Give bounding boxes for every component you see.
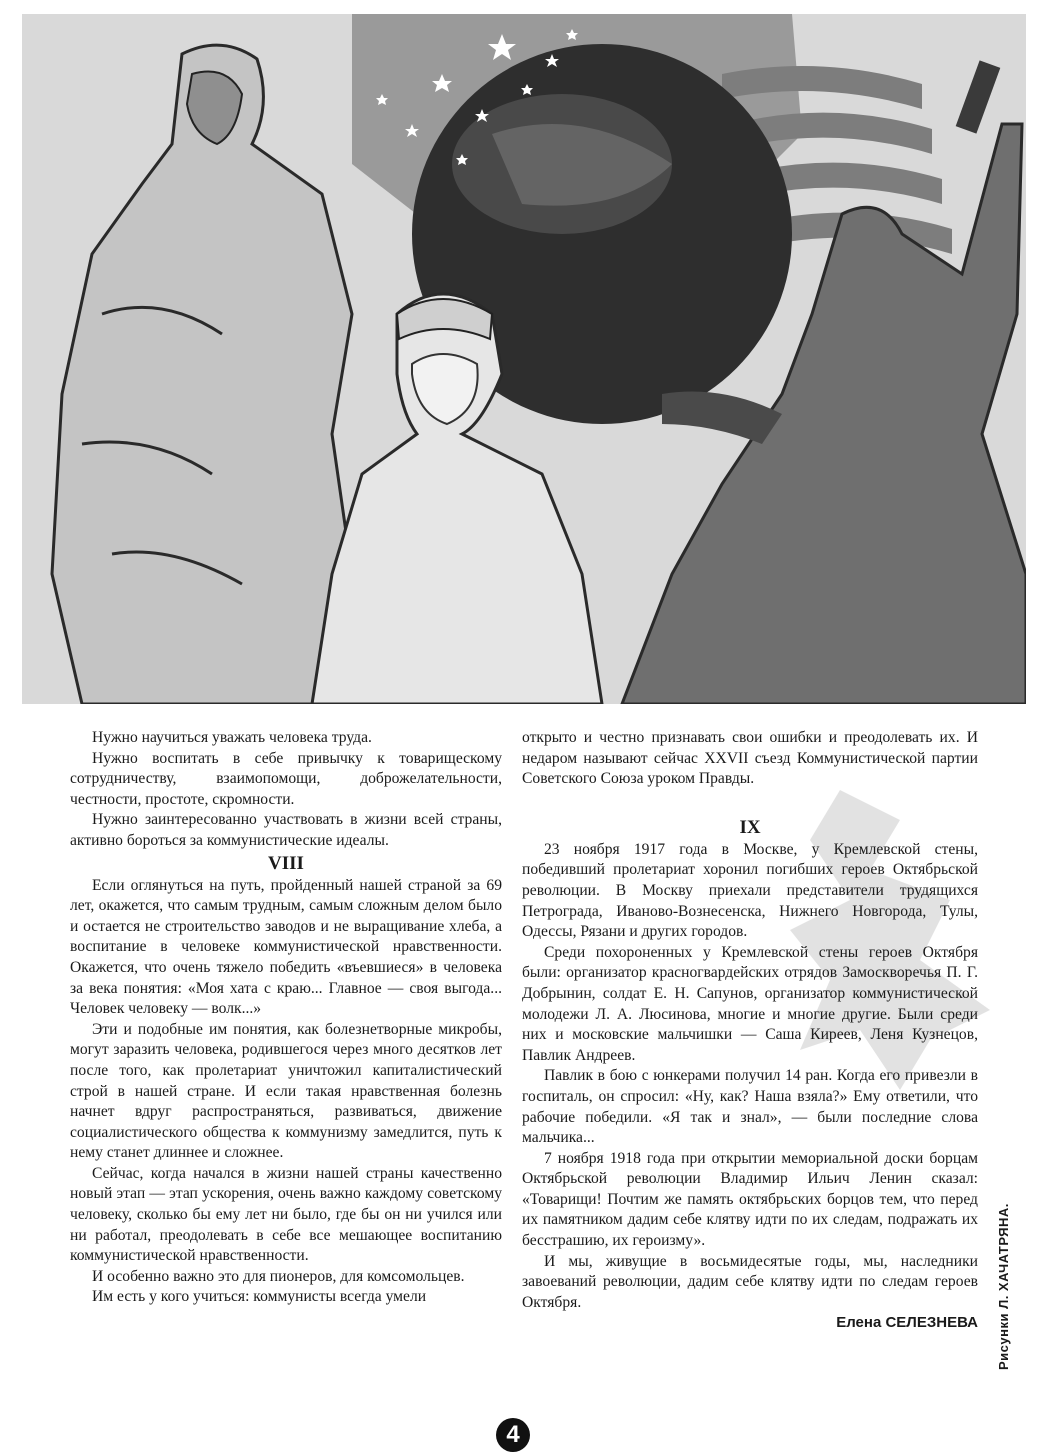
right-paragraph-4: Павлик в бою с юнкерами получил 14 ран. Когда его привезли в госпиталь, он спросил: «Ну, как? Наша взяла?» Ему ответили, что рабочие победили. «Я так и знал», — были последние слова мальчика... [522, 1067, 978, 1147]
section-heading-viii: VIII [268, 852, 304, 874]
left-column [70, 728, 502, 1308]
left-paragraph-1: Нужно научиться уважать человека труда. [92, 729, 372, 746]
page-number: 4 [496, 1418, 530, 1452]
section-heading-ix: IX [739, 816, 761, 838]
right-column [522, 728, 978, 1333]
left-paragraph-3: Нужно заинтересованно участвовать в жизни всей страны, активно бороться за коммунистические идеалы. [70, 811, 502, 849]
left-paragraph-2: Нужно воспитать в себе привычку к товарищескому сотрудничеству, взаимопомощи, доброжелательности, честности, простоте, скромности. [70, 749, 502, 808]
right-paragraph-5: 7 ноября 1918 года при открытии мемориальной доски борцам Октябрьской революции Владимир Ильич Ленин сказал: «Товарищи! Почтим же память октябрьских борцов тем, что перед их памятником дадим себе клятву идти по их следам, подражать их бесстрашию, их героизму». [522, 1149, 978, 1250]
author-signature: Елена СЕЛЕЗНЕВА [836, 1314, 978, 1332]
right-paragraph-6: И мы, живущие в восьмидесятые годы, мы, наследники завоеваний революции, дадим себе клятву идти по следам героев Октября. [522, 1252, 978, 1311]
poster-illustration [22, 14, 1026, 704]
left-paragraph-7: И особенно важно это для пионеров, для комсомольцев. [92, 1267, 465, 1285]
left-paragraph-8: Им есть у кого учиться: коммунисты всегда умели [92, 1288, 427, 1306]
right-paragraph-2: 23 ноября 1917 года в Москве, у Кремлевской стены, победивший пролетариат хоронил погибших героев Октябрьской революции. В Москву приехали представители трудящихся Петрограда, Иваново-Вознесенска, Нижнего Новгорода, Тулы, Одессы, Рязани и других городов. [522, 840, 978, 941]
left-paragraph-5: Эти и подобные им понятия, как болезнетворные микробы, могут заразить человека, родившегося через много десятков лет после того, как пролетариат уничтожил капиталистический строй в нашей стране. И если такая нравственная болезнь начнет вдруг распространяться, развиваться, движение социалистического общества к коммунизму замедлится, путь к нему станет длиннее и сложнее. [70, 1020, 502, 1162]
illustration-svg [22, 14, 1026, 704]
illustration-credit: Рисунки Л. ХАЧАТРЯНА. [996, 1203, 1011, 1370]
right-paragraph-1: открыто и честно признавать свои ошибки и преодолевать их. И недаром называют сейчас XXVII съезд Коммунистической партии Советского Союза уроком Правды. [522, 729, 978, 788]
left-paragraph-4: Если оглянуться на путь, пройденный нашей страной за 69 лет, окажется, что самым трудным, самым сложным делом было и остается не строительство заводов и не выращивание хлеба, а воспитание в человеке коммунистической нравственности. Окажется, что очень тяжело победить «въевшиеся» в человека за века понятия: «Моя хата с краю... Главное — своя выгода... Человек человеку — волк...» [70, 876, 502, 1018]
left-paragraph-6: Сейчас, когда начался в жизни нашей страны качественно новый этап — этап ускорения, очень важно каждому советскому человеку, сколько бы ему лет ни было, где бы он ни учился или ни работал, преодолевать в себе все мешающее воспитанию коммунистической нравственности. [70, 1164, 502, 1265]
right-paragraph-3: Среди похороненных у Кремлевской стены героев Октября были: организатор красногвардейских отрядов Замоскворечья П. Г. Добрынин, солдат Е. Н. Сапунов, организатор коммунистической молодежи Л. А. Люсинова, многие и многие другие. Были среди них и московские мальчишки — Саша Киреев, Леня Кузнецов, Павлик Андреев. [522, 943, 978, 1064]
